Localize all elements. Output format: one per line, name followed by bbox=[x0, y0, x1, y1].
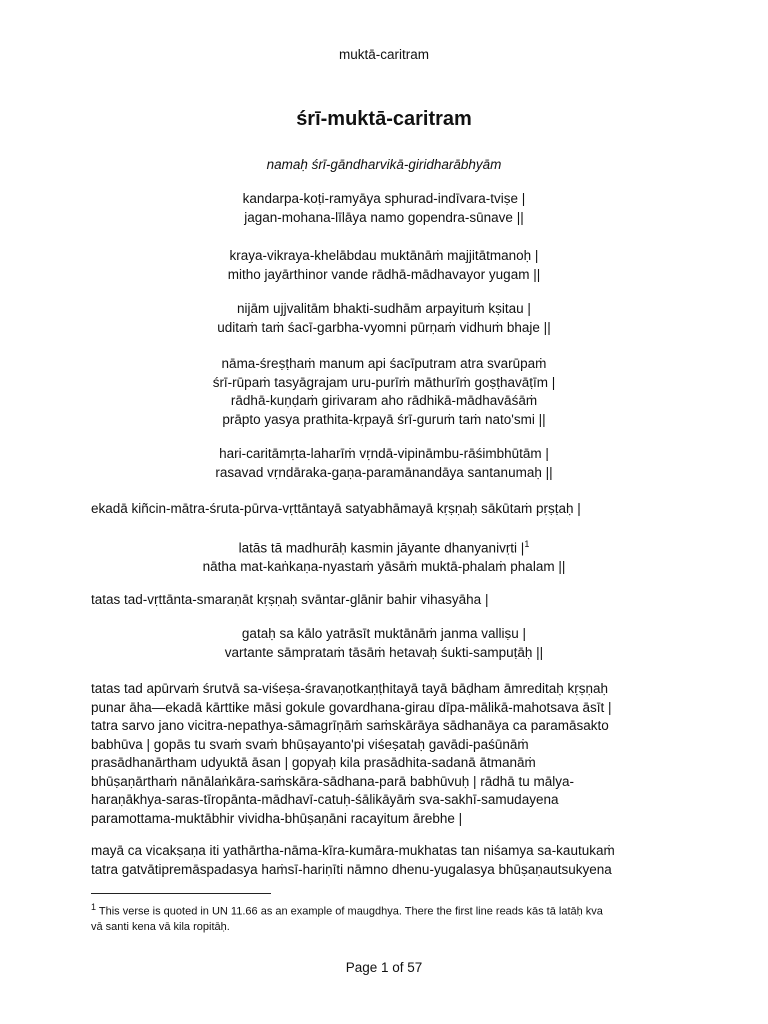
stanza-4 bbox=[0, 355, 768, 429]
footnote-number: 1 bbox=[91, 902, 97, 912]
prose-paragraph-3 bbox=[91, 680, 691, 828]
verse-line: mitho jayārthinor vande rādhā-mādhavayor yugam || bbox=[227, 266, 541, 282]
verse-line: kandarpa-koṭi-ramyāya sphurad-indīvara-tviṣe | bbox=[242, 191, 526, 206]
footnote-line: vā santi kena vā kila ropitāḥ. bbox=[91, 920, 230, 933]
verse-line: kraya-vikraya-khelābdau muktānāṁ majjitātmanoḥ | bbox=[229, 248, 539, 263]
verse-line: prāpto yasya prathita-kṛpayā śrī-guruṁ taṁ nato'smi || bbox=[222, 411, 546, 427]
verse-line: jagan-mohana-līlāya namo gopendra-sūnave || bbox=[244, 209, 524, 225]
prose-line: paramottama-muktābhir vividha-bhūṣaṇāni racayitum ārebhe | bbox=[91, 810, 463, 826]
footnote-1 bbox=[91, 900, 711, 935]
prose-paragraph-1 bbox=[91, 500, 691, 519]
verse-line: rasavad vṛndāraka-gaṇa-paramānandāya santanumaḥ || bbox=[215, 464, 553, 480]
footnote-line bbox=[91, 900, 711, 920]
verse-line bbox=[0, 535, 768, 558]
verse-line: hari-caritāmṛta-laharīṁ vṛndā-vipināmbu-rāśimbhūtām | bbox=[219, 446, 549, 461]
verse-line: uditaṁ taṁ śacī-garbha-vyomni pūrṇaṁ vidhuṁ bhaje || bbox=[217, 319, 551, 335]
prose-line: ekadā kiñcin-mātra-śruta-pūrva-vṛttāntayā satyabhāmayā kṛṣṇaḥ sākūtaṁ pṛṣṭaḥ | bbox=[91, 501, 581, 516]
prose-line: haraṇākhya-saras-tīropānta-mādhavī-catuḥ-śālikāyāṁ sva-sakhī-samudayena bbox=[91, 792, 559, 807]
invocation-line: namaḥ śrī-gāndharvikā-giridharābhyām bbox=[266, 157, 502, 172]
page-title: śrī-muktā-caritram bbox=[296, 108, 472, 130]
prose-line: babhūva | gopās tu svaṁ svaṁ bhūṣayanto'pi viśeṣataḥ gavādi-paśūnāṁ bbox=[91, 736, 529, 752]
verse-line: rādhā-kuṇḍaṁ girivaram aho rādhikā-mādhavāśāṁ bbox=[230, 393, 538, 408]
prose-line: punar āha—ekadā kārttike māsi gokule govardhana-girau dīpa-mālikā-mahotsava āsīt | bbox=[91, 699, 612, 715]
running-header: muktā-caritram bbox=[338, 47, 429, 62]
verse-line-text: latās tā madhurāḥ kasmin jāyante dhanyanivṛti | bbox=[238, 540, 525, 556]
footnote-ref[interactable]: 1 bbox=[524, 539, 530, 549]
prose-line: tatas tad-vṛttānta-smaraṇāt kṛṣṇaḥ svāntar-glānir bahir vihasyāha | bbox=[91, 592, 489, 607]
prose-paragraph-4 bbox=[91, 842, 691, 879]
prose-paragraph-2 bbox=[91, 591, 691, 610]
verse-line: nijām ujjvalitām bhakti-sudhām arpayituṁ kṣitau | bbox=[237, 301, 531, 316]
stanza-1 bbox=[0, 190, 768, 227]
verse-line: vartante sāmprataṁ tāsāṁ hetavaḥ śukti-sampuṭāḥ || bbox=[224, 644, 544, 660]
stanza-5 bbox=[0, 445, 768, 482]
verse-line: nāma-śreṣṭhaṁ manum api śacīputram atra svarūpaṁ bbox=[221, 356, 547, 371]
prose-line: bhūṣaṇārthaṁ nānālaṅkāra-saṁskāra-sādhana-parā babhūvuḥ | rādhā tu mālya- bbox=[91, 773, 575, 789]
footnote-text: This verse is quoted in UN 11.66 as an example of maugdhya. There the first line reads kās tā latāḥ kva bbox=[98, 905, 603, 918]
verse-line: nātha mat-kaṅkaṇa-nyastaṁ yāsāṁ muktā-phalaṁ phalam || bbox=[202, 559, 566, 574]
footnote-divider bbox=[91, 893, 271, 894]
stanza-6 bbox=[0, 535, 768, 577]
stanza-3 bbox=[0, 300, 768, 337]
stanza-7 bbox=[0, 625, 768, 662]
verse-line: śrī-rūpaṁ tasyāgrajam uru-purīṁ māthurīṁ goṣṭhavāṭīm | bbox=[212, 374, 556, 390]
page-number: Page 1 of 57 bbox=[345, 960, 423, 975]
prose-line: prasādhanārtham udyuktā āsan | gopyaḥ kila prasādhita-sadanā ātmanāṁ bbox=[91, 755, 536, 770]
prose-line: tatas tad apūrvaṁ śrutvā sa-viśeṣa-śravaṇotkaṇṭhitayā tayā bāḍham āmreditaḥ kṛṣṇaḥ bbox=[91, 681, 609, 696]
verse-line: gataḥ sa kālo yatrāsīt muktānāṁ janma valliṣu | bbox=[241, 626, 527, 641]
prose-line: tatra sarvo jano vicitra-nepathya-sāmagrīṇāṁ saṁskārāya sādhanāya ca paramāsakto bbox=[91, 718, 609, 733]
prose-line: tatra gatvātipremāspadasya haṁsī-hariṇīti nāmno dhenu-yugalasya bhūṣaṇautsukyena bbox=[91, 861, 612, 877]
stanza-2 bbox=[0, 247, 768, 284]
prose-line: mayā ca vicakṣaṇa iti yathārtha-nāma-kīra-kumāra-mukhatas tan niśamya sa-kautukaṁ bbox=[91, 843, 615, 858]
